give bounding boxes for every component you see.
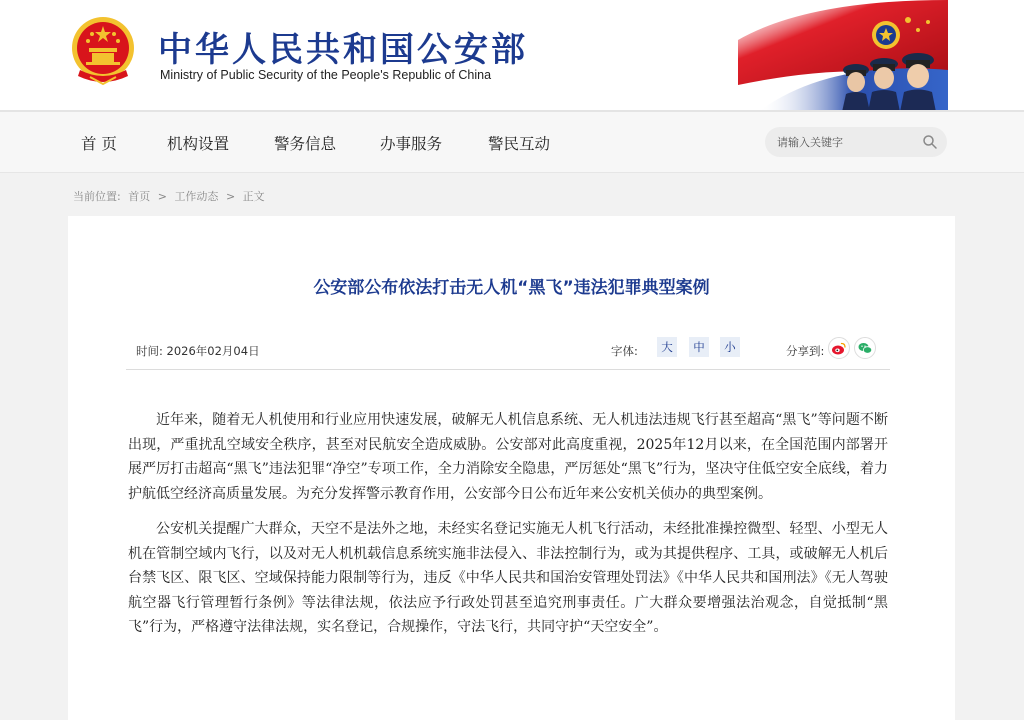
police-banner-image (738, 0, 948, 112)
time-value: 2026年02月04日 (166, 344, 260, 358)
article-body (128, 408, 888, 651)
site-header (0, 0, 1024, 112)
meta-divider (126, 369, 890, 370)
font-size-small-button[interactable]: 小 (720, 337, 740, 357)
time-label: 时间: (136, 344, 163, 358)
article-card (68, 216, 955, 720)
site-subtitle: Ministry of Public Security of the People's Republic of China (160, 68, 492, 82)
breadcrumb (73, 188, 269, 204)
breadcrumb-prefix: 当前位置: (73, 190, 121, 203)
nav-item-home[interactable]: 首 页 (81, 135, 117, 153)
article-title: 公安部公布依法打击无人机“黑飞”违法犯罪典型案例 (313, 278, 710, 298)
breadcrumb-home[interactable]: 首页 (128, 190, 151, 203)
wechat-icon[interactable] (854, 337, 876, 359)
search-icon[interactable] (922, 134, 938, 150)
share-label: 分享到: (786, 344, 825, 358)
search-box (765, 127, 947, 157)
nav-item-police-info[interactable]: 警务信息 (274, 135, 337, 153)
article-meta (126, 334, 890, 370)
search-input[interactable] (777, 127, 917, 157)
font-size-label: 字体: (611, 344, 638, 358)
breadcrumb-separator: > (225, 190, 236, 203)
breadcrumb-work-news[interactable]: 工作动态 (174, 190, 219, 203)
site-title: 中华人民共和国公安部 (158, 30, 528, 70)
breadcrumb-separator: > (157, 190, 167, 203)
nav-item-organization[interactable]: 机构设置 (167, 135, 230, 153)
font-size-large-button[interactable]: 大 (657, 337, 677, 357)
font-size-medium-button[interactable]: 中 (689, 337, 709, 357)
nav-item-services[interactable]: 办事服务 (380, 135, 443, 153)
nav-item-interaction[interactable]: 警民互动 (488, 135, 551, 153)
breadcrumb-current: 正文 (242, 190, 265, 203)
article-paragraph: 近年来，随着无人机使用和行业应用快速发展，破解无人机信息系统、无人机违法违规飞行甚至超高“黑飞”等问题不断出现，严重扰乱空域安全秩序，甚至对民航安全造成威胁。公安部对此高度重视，2025年12月以来，在全国范围内部署开展严厉打击超高“黑飞”违法犯罪“净空”专项工作，全力消除安全隐患，严厉惩处“黑飞”行为，坚决守住低空安全底线，着力护航低空经济高质量发展。为充分发挥警示教育作用，公安部今日公布近年来公安机关侦办的典型案例。 (128, 412, 888, 502)
weibo-icon[interactable] (828, 337, 850, 359)
article-paragraph: 公安机关提醒广大群众，天空不是法外之地，未经实名登记实施无人机飞行活动，未经批准操控微型、轻型、小型无人机在管制空域内飞行，以及对无人机机载信息系统实施非法侵入、非法控制行为，或为其提供程序、工具，或破解无人机后台禁飞区、限飞区、空域保持能力限制等行为，违反《中华人民共和国治安管理处罚法》《中华人民共和国刑法》《无人驾驶航空器飞行管理暂行条例》等法律法规，依法应予行政处罚甚至追究刑事责任。广大群众要增强法治观念，自觉抵制“黑飞”行为，严格遵守法律法规，实名登记，合规操作，守法飞行，共同守护“天空安全”。 (128, 521, 888, 635)
national-emblem-icon (70, 14, 136, 86)
article-time (136, 343, 260, 359)
